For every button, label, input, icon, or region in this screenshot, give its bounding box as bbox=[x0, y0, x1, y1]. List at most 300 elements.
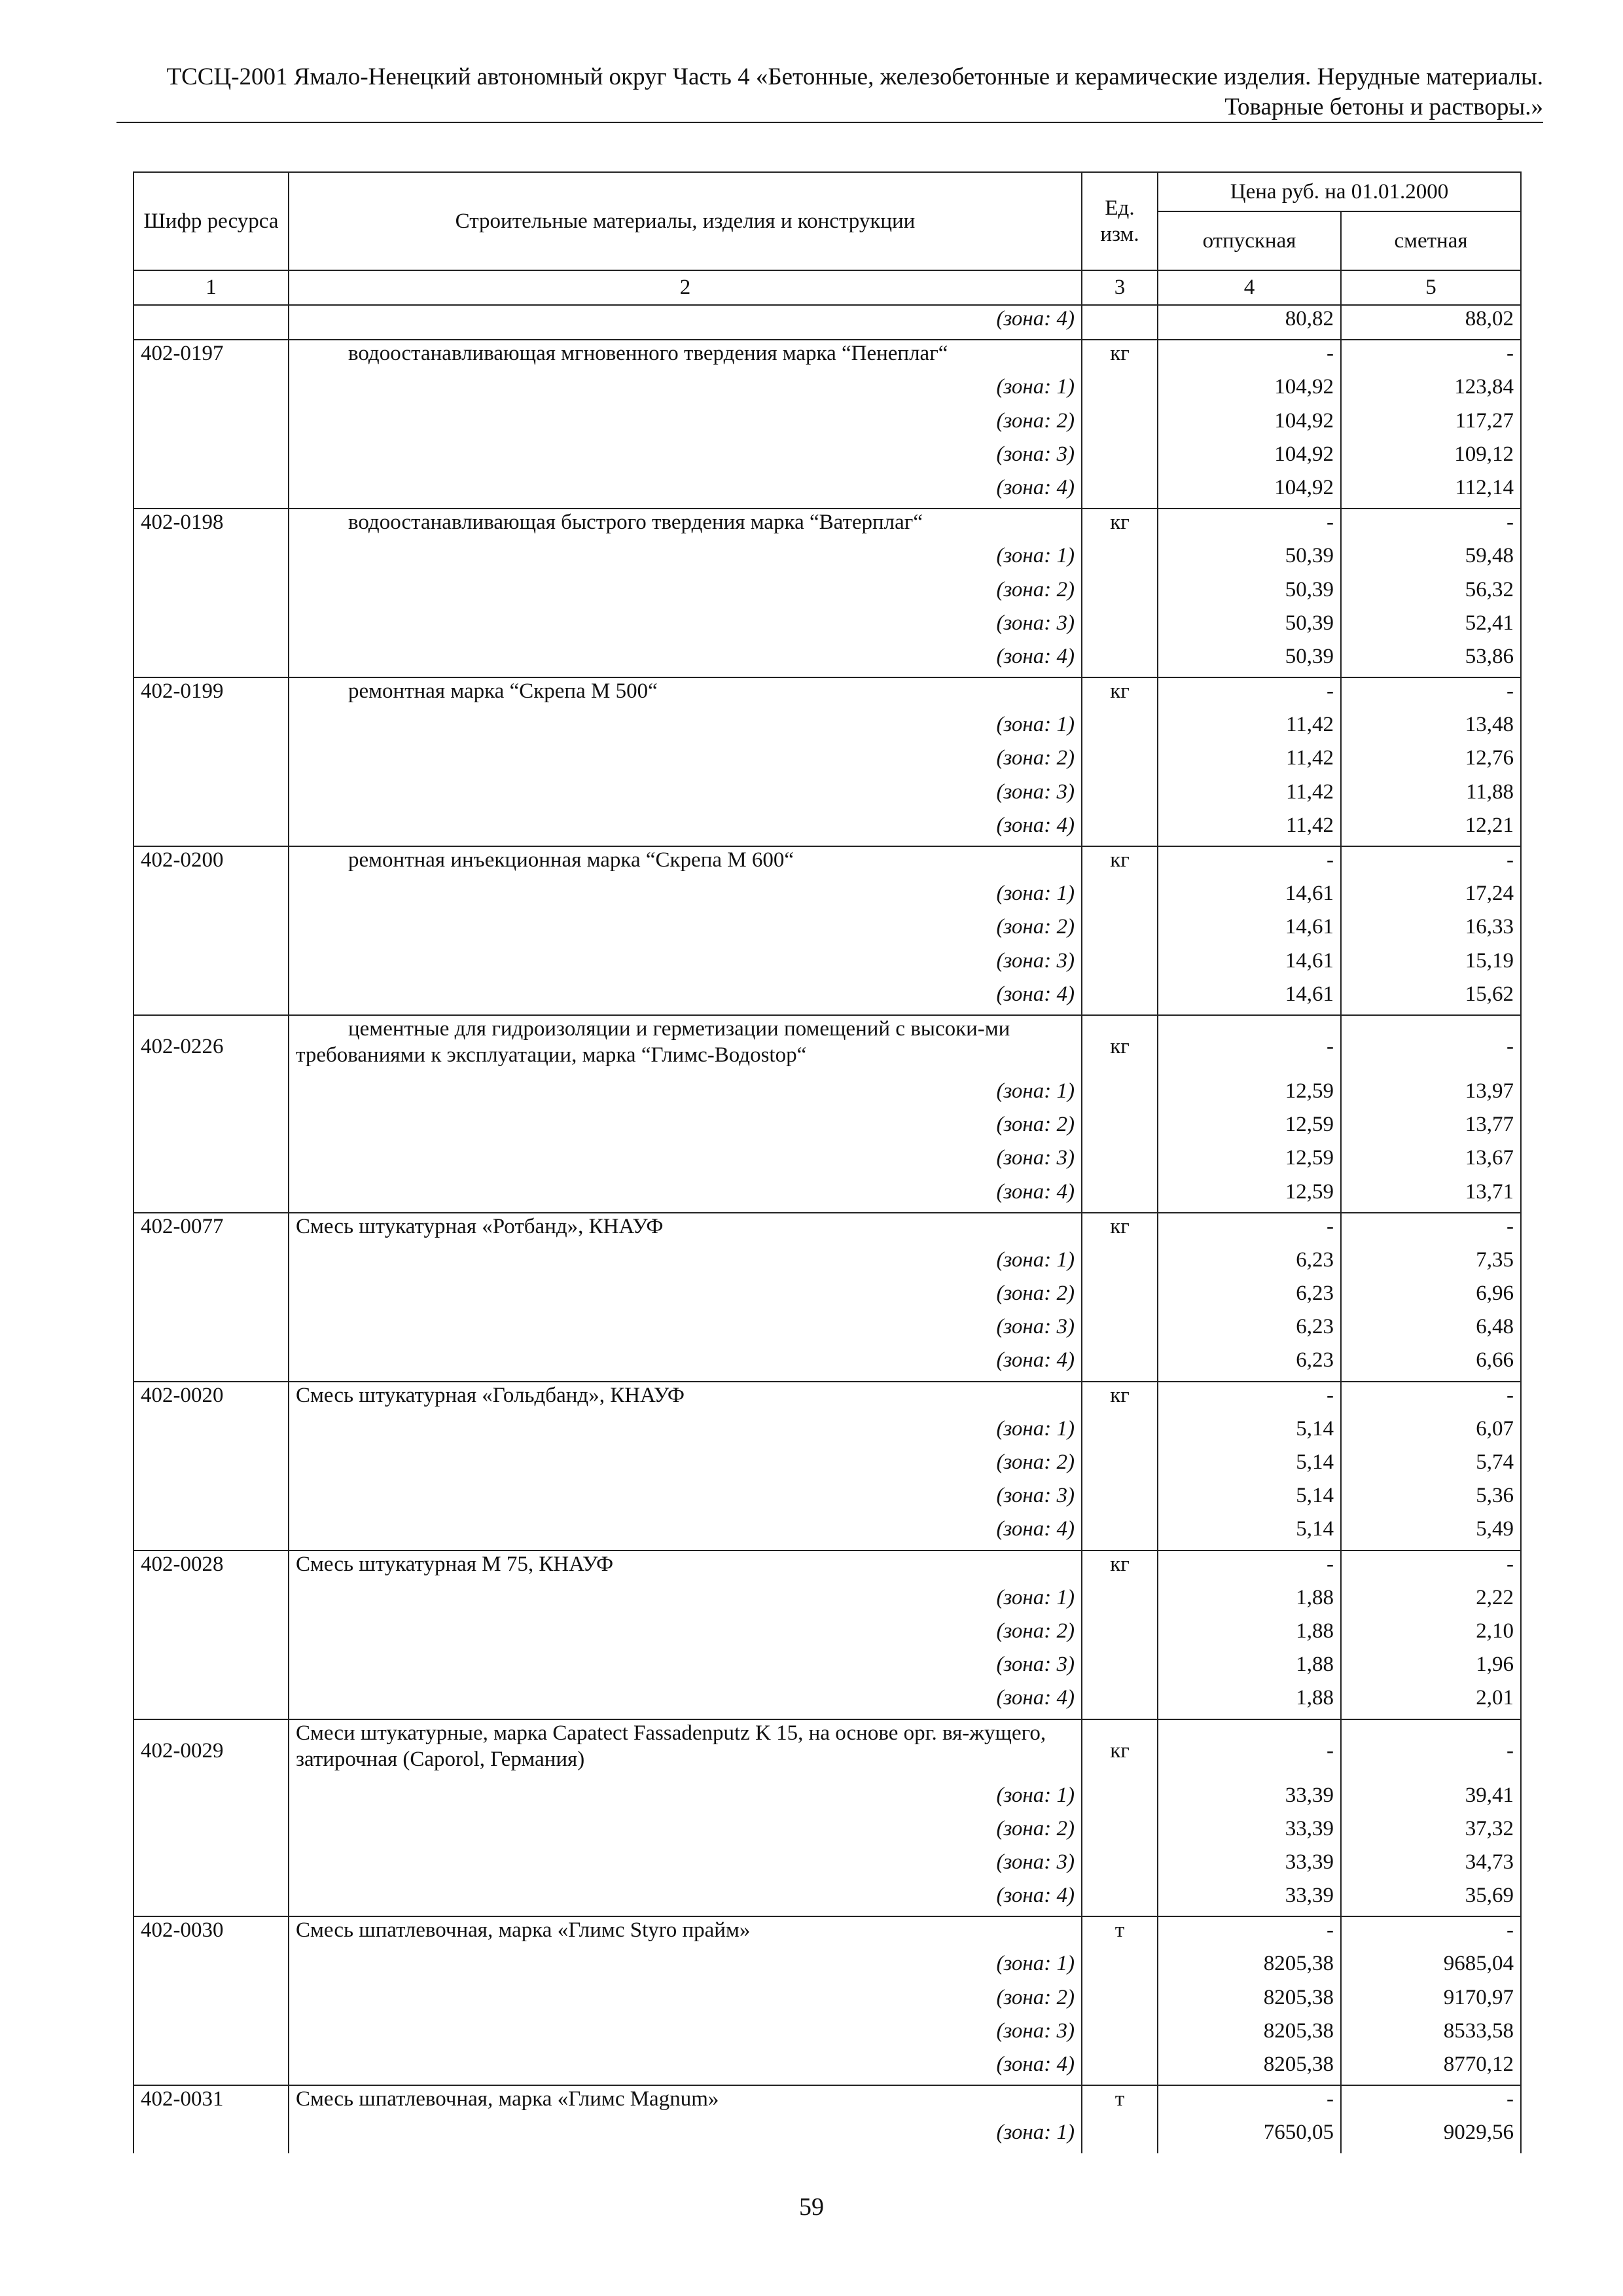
zone-price-row bbox=[134, 1651, 1521, 1685]
resource-code bbox=[134, 1849, 289, 1882]
estimate-price: 6,07 bbox=[1341, 1416, 1521, 1449]
zone-price-row bbox=[134, 779, 1521, 812]
estimate-price: - bbox=[1341, 1551, 1521, 1585]
column-number: 5 bbox=[1341, 270, 1521, 305]
release-price: 8205,38 bbox=[1158, 1984, 1341, 2018]
zone-label: (зона: 4) bbox=[289, 1685, 1082, 1719]
release-price: 6,23 bbox=[1158, 1280, 1341, 1314]
zone-price-row bbox=[134, 1449, 1521, 1482]
header-estimate-price: сметная bbox=[1341, 211, 1521, 270]
resource-code bbox=[134, 981, 289, 1015]
unit-of-measure bbox=[1082, 711, 1158, 745]
zone-label: (зона: 3) bbox=[289, 610, 1082, 643]
header-name: Строительные материалы, изделия и конструкции bbox=[289, 172, 1082, 270]
zone-label: (зона: 3) bbox=[289, 1849, 1082, 1882]
estimate-price: 5,74 bbox=[1341, 1449, 1521, 1482]
resource-code bbox=[134, 2119, 289, 2153]
resource-name: Смеси штукатурные, марка Capatect Fassadenputz K 15, на основе орг. вя-жущего, затирочная (Caporol, Германия) bbox=[289, 1719, 1082, 1782]
release-price: 8205,38 bbox=[1158, 2051, 1341, 2085]
price-table-body bbox=[134, 305, 1521, 2153]
resource-row bbox=[134, 340, 1521, 374]
unit-of-measure bbox=[1082, 610, 1158, 643]
running-header-line-1: ТССЦ-2001 Ямало-Ненецкий автономный округ Часть 4 «Бетонные, железобетонные и керамические изделия. Нерудные материалы. bbox=[166, 63, 1543, 90]
resource-code bbox=[134, 1416, 289, 1449]
resource-code bbox=[134, 1950, 289, 1984]
zone-price-row bbox=[134, 948, 1521, 981]
resource-code: 402-0197 bbox=[134, 340, 289, 374]
estimate-price: - bbox=[1341, 1015, 1521, 1078]
release-price: 6,23 bbox=[1158, 1347, 1341, 1381]
resource-code bbox=[134, 1145, 289, 1178]
estimate-price: 37,32 bbox=[1341, 1816, 1521, 1849]
resource-code bbox=[134, 1078, 289, 1111]
unit-of-measure bbox=[1082, 2018, 1158, 2051]
estimate-price: 52,41 bbox=[1341, 610, 1521, 643]
resource-code bbox=[134, 2018, 289, 2051]
unit-of-measure bbox=[1082, 745, 1158, 778]
unit-of-measure: кг bbox=[1082, 1213, 1158, 1247]
zone-label: (зона: 1) bbox=[289, 1585, 1082, 1618]
release-price: - bbox=[1158, 509, 1341, 543]
resource-name: водоостанавливающая быстрого твердения марка “Ватерплаг“ bbox=[289, 509, 1082, 543]
release-price: 11,42 bbox=[1158, 745, 1341, 778]
estimate-price: 53,86 bbox=[1341, 643, 1521, 677]
price-table bbox=[133, 171, 1522, 2153]
zone-price-row bbox=[134, 1280, 1521, 1314]
price-table-header bbox=[134, 172, 1521, 305]
zone-price-row bbox=[134, 1984, 1521, 2018]
release-price: 12,59 bbox=[1158, 1078, 1341, 1111]
release-price: - bbox=[1158, 846, 1341, 880]
zone-label: (зона: 2) bbox=[289, 1618, 1082, 1651]
zone-price-row bbox=[134, 711, 1521, 745]
resource-row bbox=[134, 1916, 1521, 1950]
release-price: 104,92 bbox=[1158, 475, 1341, 509]
resource-row bbox=[134, 1719, 1521, 1782]
zone-label: (зона: 1) bbox=[289, 1416, 1082, 1449]
release-price: 8205,38 bbox=[1158, 1950, 1341, 1984]
zone-label: (зона: 4) bbox=[289, 981, 1082, 1015]
zone-label: (зона: 4) bbox=[289, 1516, 1082, 1550]
resource-code bbox=[134, 1179, 289, 1213]
zone-label: (зона: 3) bbox=[289, 1651, 1082, 1685]
unit-of-measure bbox=[1082, 643, 1158, 677]
estimate-price: 2,22 bbox=[1341, 1585, 1521, 1618]
estimate-price: 9170,97 bbox=[1341, 1984, 1521, 2018]
unit-of-measure: кг bbox=[1082, 846, 1158, 880]
resource-code bbox=[134, 1651, 289, 1685]
unit-of-measure bbox=[1082, 948, 1158, 981]
estimate-price: 109,12 bbox=[1341, 441, 1521, 475]
release-price: - bbox=[1158, 340, 1341, 374]
zone-label: (зона: 3) bbox=[289, 1145, 1082, 1178]
unit-of-measure bbox=[1082, 1078, 1158, 1111]
resource-code bbox=[134, 1347, 289, 1381]
zone-price-row bbox=[134, 643, 1521, 677]
release-price: 5,14 bbox=[1158, 1449, 1341, 1482]
resource-code bbox=[134, 812, 289, 846]
release-price: 1,88 bbox=[1158, 1685, 1341, 1719]
resource-code: 402-0020 bbox=[134, 1382, 289, 1416]
zone-price-row bbox=[134, 812, 1521, 846]
unit-of-measure bbox=[1082, 1950, 1158, 1984]
unit-of-measure bbox=[1082, 374, 1158, 407]
zone-price-row bbox=[134, 745, 1521, 778]
column-number: 1 bbox=[134, 270, 289, 305]
zone-price-row bbox=[134, 1816, 1521, 1849]
zone-price-row bbox=[134, 543, 1521, 576]
running-header bbox=[116, 62, 1543, 122]
release-price: 50,39 bbox=[1158, 577, 1341, 610]
zone-price-row bbox=[134, 1347, 1521, 1381]
header-unit: Ед. изм. bbox=[1082, 172, 1158, 270]
zone-label: (зона: 3) bbox=[289, 441, 1082, 475]
estimate-price: 123,84 bbox=[1341, 374, 1521, 407]
zone-label: (зона: 2) bbox=[289, 914, 1082, 947]
resource-code bbox=[134, 880, 289, 914]
release-price: 33,39 bbox=[1158, 1882, 1341, 1916]
zone-price-row bbox=[134, 1111, 1521, 1145]
zone-label: (зона: 3) bbox=[289, 1482, 1082, 1516]
zone-price-row bbox=[134, 1685, 1521, 1719]
estimate-price: 2,01 bbox=[1341, 1685, 1521, 1719]
unit-of-measure: кг bbox=[1082, 509, 1158, 543]
resource-row bbox=[134, 2085, 1521, 2119]
release-price: 80,82 bbox=[1158, 305, 1341, 340]
resource-code bbox=[134, 1882, 289, 1916]
release-price: 14,61 bbox=[1158, 948, 1341, 981]
resource-row bbox=[134, 509, 1521, 543]
release-price: 12,59 bbox=[1158, 1111, 1341, 1145]
estimate-price: 6,96 bbox=[1341, 1280, 1521, 1314]
resource-code bbox=[134, 779, 289, 812]
release-price: 1,88 bbox=[1158, 1618, 1341, 1651]
resource-code bbox=[134, 1984, 289, 2018]
zone-price-row bbox=[134, 374, 1521, 407]
estimate-price: 13,77 bbox=[1341, 1111, 1521, 1145]
resource-code bbox=[134, 543, 289, 576]
resource-code: 402-0198 bbox=[134, 509, 289, 543]
estimate-price: - bbox=[1341, 1382, 1521, 1416]
unit-of-measure bbox=[1082, 1849, 1158, 1882]
unit-of-measure bbox=[1082, 779, 1158, 812]
release-price: 104,92 bbox=[1158, 374, 1341, 407]
zone-label: (зона: 1) bbox=[289, 1950, 1082, 1984]
resource-code bbox=[134, 610, 289, 643]
resource-code bbox=[134, 1482, 289, 1516]
release-price: 14,61 bbox=[1158, 880, 1341, 914]
resource-name: цементные для гидроизоляции и герметизации помещений с высоки-ми требованиями к эксплуатации, марка “Глимс-Водоstop“ bbox=[289, 1015, 1082, 1078]
zone-label: (зона: 2) bbox=[289, 1111, 1082, 1145]
zone-label: (зона: 3) bbox=[289, 779, 1082, 812]
estimate-price: 13,71 bbox=[1341, 1179, 1521, 1213]
unit-of-measure bbox=[1082, 1882, 1158, 1916]
zone-price-row bbox=[134, 1516, 1521, 1550]
unit-of-measure bbox=[1082, 981, 1158, 1015]
resource-code: 402-0077 bbox=[134, 1213, 289, 1247]
resource-code bbox=[134, 408, 289, 441]
release-price: 12,59 bbox=[1158, 1179, 1341, 1213]
zone-price-row bbox=[134, 2018, 1521, 2051]
zone-price-row bbox=[134, 1882, 1521, 1916]
zone-label: (зона: 4) bbox=[289, 1882, 1082, 1916]
zone-label: (зона: 4) bbox=[289, 1179, 1082, 1213]
estimate-price: 16,33 bbox=[1341, 914, 1521, 947]
resource-code bbox=[134, 745, 289, 778]
zone-label: (зона: 2) bbox=[289, 577, 1082, 610]
unit-of-measure bbox=[1082, 305, 1158, 340]
release-price: 12,59 bbox=[1158, 1145, 1341, 1178]
estimate-price: 8770,12 bbox=[1341, 2051, 1521, 2085]
estimate-price: 56,32 bbox=[1341, 577, 1521, 610]
estimate-price: 6,66 bbox=[1341, 1347, 1521, 1381]
zone-label: (зона: 1) bbox=[289, 711, 1082, 745]
header-code: Шифр ресурса bbox=[134, 172, 289, 270]
resource-code bbox=[134, 1585, 289, 1618]
zone-price-row bbox=[134, 475, 1521, 509]
resource-code bbox=[134, 305, 289, 340]
estimate-price: - bbox=[1341, 1213, 1521, 1247]
release-price: - bbox=[1158, 1719, 1341, 1782]
zone-label: (зона: 4) bbox=[289, 475, 1082, 509]
unit-of-measure bbox=[1082, 543, 1158, 576]
estimate-price: - bbox=[1341, 1719, 1521, 1782]
zone-label: (зона: 1) bbox=[289, 1247, 1082, 1280]
zone-price-row bbox=[134, 577, 1521, 610]
estimate-price: 13,48 bbox=[1341, 711, 1521, 745]
zone-price-row bbox=[134, 305, 1521, 340]
resource-row bbox=[134, 1015, 1521, 1078]
release-price: 14,61 bbox=[1158, 981, 1341, 1015]
zone-price-row bbox=[134, 1314, 1521, 1347]
unit-of-measure bbox=[1082, 1449, 1158, 1482]
column-number: 2 bbox=[289, 270, 1082, 305]
estimate-price: 35,69 bbox=[1341, 1882, 1521, 1916]
estimate-price: 117,27 bbox=[1341, 408, 1521, 441]
resource-code: 402-0031 bbox=[134, 2085, 289, 2119]
unit-of-measure: кг bbox=[1082, 340, 1158, 374]
release-price: 104,92 bbox=[1158, 408, 1341, 441]
release-price: 14,61 bbox=[1158, 914, 1341, 947]
release-price: 50,39 bbox=[1158, 643, 1341, 677]
zone-label: (зона: 2) bbox=[289, 408, 1082, 441]
estimate-price: 59,48 bbox=[1341, 543, 1521, 576]
resource-code bbox=[134, 643, 289, 677]
estimate-price: 39,41 bbox=[1341, 1782, 1521, 1816]
unit-of-measure bbox=[1082, 1179, 1158, 1213]
unit-of-measure bbox=[1082, 441, 1158, 475]
resource-code bbox=[134, 711, 289, 745]
release-price: 8205,38 bbox=[1158, 2018, 1341, 2051]
resource-code bbox=[134, 441, 289, 475]
estimate-price: 13,97 bbox=[1341, 1078, 1521, 1111]
release-price: - bbox=[1158, 1015, 1341, 1078]
zone-label: (зона: 1) bbox=[289, 543, 1082, 576]
zone-label: (зона: 2) bbox=[289, 1984, 1082, 2018]
zone-label: (зона: 2) bbox=[289, 1280, 1082, 1314]
release-price: 33,39 bbox=[1158, 1816, 1341, 1849]
resource-code bbox=[134, 1816, 289, 1849]
unit-of-measure bbox=[1082, 1314, 1158, 1347]
estimate-price: 7,35 bbox=[1341, 1247, 1521, 1280]
unit-of-measure bbox=[1082, 812, 1158, 846]
resource-code bbox=[134, 374, 289, 407]
resource-name: Смесь шпатлевочная, марка «Глимс Magnum» bbox=[289, 2085, 1082, 2119]
unit-of-measure bbox=[1082, 1516, 1158, 1550]
unit-of-measure bbox=[1082, 1416, 1158, 1449]
unit-of-measure bbox=[1082, 1145, 1158, 1178]
estimate-price: 15,19 bbox=[1341, 948, 1521, 981]
estimate-price: - bbox=[1341, 340, 1521, 374]
zone-price-row bbox=[134, 1950, 1521, 1984]
column-number: 4 bbox=[1158, 270, 1341, 305]
zone-label: (зона: 3) bbox=[289, 948, 1082, 981]
resource-row bbox=[134, 1213, 1521, 1247]
estimate-price: 9685,04 bbox=[1341, 1950, 1521, 1984]
zone-price-row bbox=[134, 1078, 1521, 1111]
zone-label: (зона: 1) bbox=[289, 2119, 1082, 2153]
unit-of-measure bbox=[1082, 1984, 1158, 2018]
resource-code: 402-0226 bbox=[134, 1015, 289, 1078]
unit-of-measure: т bbox=[1082, 2085, 1158, 2119]
zone-price-row bbox=[134, 408, 1521, 441]
unit-of-measure bbox=[1082, 2119, 1158, 2153]
release-price: 33,39 bbox=[1158, 1849, 1341, 1882]
column-number: 3 bbox=[1082, 270, 1158, 305]
resource-code bbox=[134, 1111, 289, 1145]
zone-price-row bbox=[134, 914, 1521, 947]
unit-of-measure: кг bbox=[1082, 1382, 1158, 1416]
zone-label: (зона: 3) bbox=[289, 2018, 1082, 2051]
estimate-price: 13,67 bbox=[1341, 1145, 1521, 1178]
unit-of-measure bbox=[1082, 1651, 1158, 1685]
zone-price-row bbox=[134, 1145, 1521, 1178]
zone-price-row bbox=[134, 2119, 1521, 2153]
release-price: 6,23 bbox=[1158, 1314, 1341, 1347]
release-price: 1,88 bbox=[1158, 1585, 1341, 1618]
unit-of-measure bbox=[1082, 577, 1158, 610]
resource-row bbox=[134, 846, 1521, 880]
resource-name: ремонтная инъекционная марка “Скрепа М 600“ bbox=[289, 846, 1082, 880]
release-price: - bbox=[1158, 2085, 1341, 2119]
release-price: 104,92 bbox=[1158, 441, 1341, 475]
resource-code bbox=[134, 1247, 289, 1280]
resource-name: водоостанавливающая мгновенного твердения марка “Пенеплаг“ bbox=[289, 340, 1082, 374]
resource-code: 402-0200 bbox=[134, 846, 289, 880]
resource-code: 402-0030 bbox=[134, 1916, 289, 1950]
release-price: 11,42 bbox=[1158, 779, 1341, 812]
release-price: - bbox=[1158, 677, 1341, 711]
release-price: 11,42 bbox=[1158, 711, 1341, 745]
resource-name: ремонтная марка “Скрепа М 500“ bbox=[289, 677, 1082, 711]
unit-of-measure bbox=[1082, 1816, 1158, 1849]
zone-price-row bbox=[134, 1782, 1521, 1816]
zone-label: (зона: 1) bbox=[289, 880, 1082, 914]
unit-of-measure bbox=[1082, 1585, 1158, 1618]
zone-price-row bbox=[134, 1585, 1521, 1618]
resource-code bbox=[134, 1618, 289, 1651]
unit-of-measure: т bbox=[1082, 1916, 1158, 1950]
zone-price-row bbox=[134, 2051, 1521, 2085]
zone-price-row bbox=[134, 1482, 1521, 1516]
estimate-price: 34,73 bbox=[1341, 1849, 1521, 1882]
zone-label: (зона: 4) bbox=[289, 2051, 1082, 2085]
zone-label: (зона: 2) bbox=[289, 745, 1082, 778]
zone-label: (зона: 4) bbox=[289, 305, 1082, 340]
zone-label: (зона: 1) bbox=[289, 374, 1082, 407]
estimate-price: 12,76 bbox=[1341, 745, 1521, 778]
estimate-price: 88,02 bbox=[1341, 305, 1521, 340]
zone-price-row bbox=[134, 981, 1521, 1015]
estimate-price: 1,96 bbox=[1341, 1651, 1521, 1685]
resource-code: 402-0028 bbox=[134, 1551, 289, 1585]
zone-price-row bbox=[134, 441, 1521, 475]
release-price: 5,14 bbox=[1158, 1482, 1341, 1516]
unit-of-measure bbox=[1082, 1111, 1158, 1145]
unit-of-measure bbox=[1082, 1482, 1158, 1516]
resource-code bbox=[134, 1516, 289, 1550]
header-price: Цена руб. на 01.01.2000 bbox=[1158, 172, 1521, 211]
zone-price-row bbox=[134, 1849, 1521, 1882]
estimate-price: 5,36 bbox=[1341, 1482, 1521, 1516]
zone-price-row bbox=[134, 1179, 1521, 1213]
zone-label: (зона: 2) bbox=[289, 1816, 1082, 1849]
unit-of-measure bbox=[1082, 1347, 1158, 1381]
release-price: 50,39 bbox=[1158, 610, 1341, 643]
release-price: 11,42 bbox=[1158, 812, 1341, 846]
zone-label: (зона: 4) bbox=[289, 643, 1082, 677]
resource-name: Смесь штукатурная М 75, КНАУФ bbox=[289, 1551, 1082, 1585]
resource-code bbox=[134, 577, 289, 610]
estimate-price: 11,88 bbox=[1341, 779, 1521, 812]
estimate-price: 5,49 bbox=[1341, 1516, 1521, 1550]
zone-label: (зона: 2) bbox=[289, 1449, 1082, 1482]
unit-of-measure bbox=[1082, 914, 1158, 947]
estimate-price: 15,62 bbox=[1341, 981, 1521, 1015]
unit-of-measure bbox=[1082, 1618, 1158, 1651]
zone-price-row bbox=[134, 880, 1521, 914]
unit-of-measure: кг bbox=[1082, 1551, 1158, 1585]
resource-code bbox=[134, 1782, 289, 1816]
unit-of-measure: кг bbox=[1082, 1719, 1158, 1782]
resource-code bbox=[134, 1314, 289, 1347]
unit-of-measure bbox=[1082, 475, 1158, 509]
release-price: 1,88 bbox=[1158, 1651, 1341, 1685]
estimate-price: - bbox=[1341, 509, 1521, 543]
unit-of-measure bbox=[1082, 1685, 1158, 1719]
resource-name: Смесь шпатлевочная, марка «Глимс Styro прайм» bbox=[289, 1916, 1082, 1950]
resource-code bbox=[134, 1449, 289, 1482]
release-price: 5,14 bbox=[1158, 1516, 1341, 1550]
unit-of-measure bbox=[1082, 408, 1158, 441]
release-price: 6,23 bbox=[1158, 1247, 1341, 1280]
resource-row bbox=[134, 1382, 1521, 1416]
estimate-price: 6,48 bbox=[1341, 1314, 1521, 1347]
release-price: 5,14 bbox=[1158, 1416, 1341, 1449]
estimate-price: 12,21 bbox=[1341, 812, 1521, 846]
estimate-price: - bbox=[1341, 2085, 1521, 2119]
zone-label: (зона: 3) bbox=[289, 1314, 1082, 1347]
resource-code bbox=[134, 914, 289, 947]
unit-of-measure bbox=[1082, 1280, 1158, 1314]
running-header-line-2: Товарные бетоны и растворы.» bbox=[1224, 94, 1543, 120]
unit-of-measure: кг bbox=[1082, 1015, 1158, 1078]
zone-label: (зона: 1) bbox=[289, 1078, 1082, 1111]
zone-price-row bbox=[134, 610, 1521, 643]
release-price: - bbox=[1158, 1213, 1341, 1247]
resource-code bbox=[134, 1685, 289, 1719]
estimate-price: 8533,58 bbox=[1341, 2018, 1521, 2051]
